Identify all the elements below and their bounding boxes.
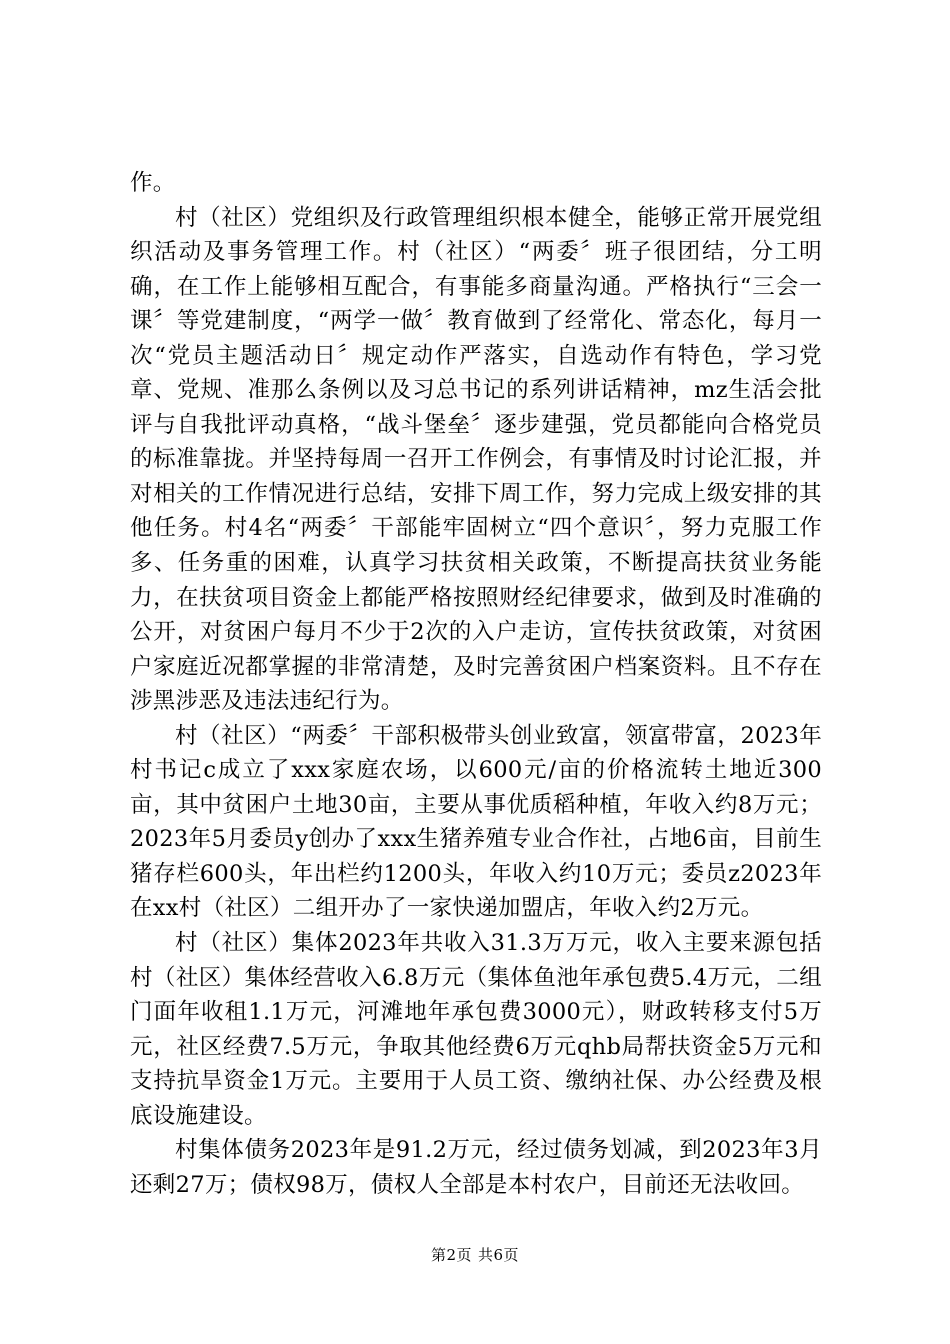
document-body: [130, 166, 822, 1202]
paragraph-cadre-entrepreneurship: 村（社区）“两委〞干部积极带头创业致富，领富带富，2023年村书记c成立了xxx家庭农场，以600元/亩的价格流转土地近300亩，其中贫困户土地30亩，主要从事优质稻种植，年收入约8万元；2023年5月委员y创办了xxx生猪养殖专业合作社，占地6亩，目前生猪存栏600头，年出栏约1200头，年收入约10万元；委员z2023年在xx村（社区）二组开办了一家快递加盟店，年收入约2万元。: [130, 722, 822, 922]
page-footer: [0, 1245, 950, 1265]
paragraph-collective-debt: 村集体债务2023年是91.2万元，经过债务划减，到2023年3月还剩27万；债权98万，债权人全部是本村农户，目前还无法收回。: [130, 1137, 822, 1198]
page-number: 第2页: [430, 1246, 472, 1264]
paragraph-party-organization: 村（社区）党组织及行政管理组织根本健全，能够正常开展党组织活动及事务管理工作。村（社区）“两委〞班子很团结，分工明确，在工作上能够相互配合，有事能多商量沟通。严格执行“三会一课〞等党建制度，“两学一做〞教育做到了经常化、常态化，每月一次“党员主题活动日〞规定动作严落实，自选动作有特色，学习党章、党规、准那么条例以及习总书记的系列讲话精神，mz生活会批评与自我批评动真格，“战斗堡垒〞逐步建强，党员都能向合格党员的标准靠拢。并坚持每周一召开工作例会，有事情及时讨论汇报，并对相关的工作情况进行总结，安排下周工作，努力完成上级安排的其他任务。村4名“两委〞干部能牢固树立“四个意识〞，努力克服工作多、任务重的困难，认真学习扶贫相关政策，不断提高扶贫业务能力，在扶贫项目资金上都能严格按照财经纪律要求，做到及时准确的公开，对贫困户每月不少于2次的入户走访，宣传扶贫政策，对贫困户家庭近况都掌握的非常清楚，及时完善贫困户档案资料。且不存在涉黑涉恶及违法违纪行为。: [130, 204, 822, 715]
paragraph-collective-income: 村（社区）集体2023年共收入31.3万万元，收入主要来源包括村（社区）集体经营收入6.8万元（集体鱼池年承包费5.4万元，二组门面年收租1.1万元，河滩地年承包费3000元），财政转移支付5万元，社区经费7.5万元，争取其他经费6万元qhb局帮扶资金5万元和支持抗旱资金1万元。主要用于人员工资、缴纳社保、办公经费及根底设施建设。: [130, 930, 822, 1129]
paragraph-continuation: 作。: [130, 170, 176, 196]
page-total: 共6页: [478, 1246, 520, 1264]
